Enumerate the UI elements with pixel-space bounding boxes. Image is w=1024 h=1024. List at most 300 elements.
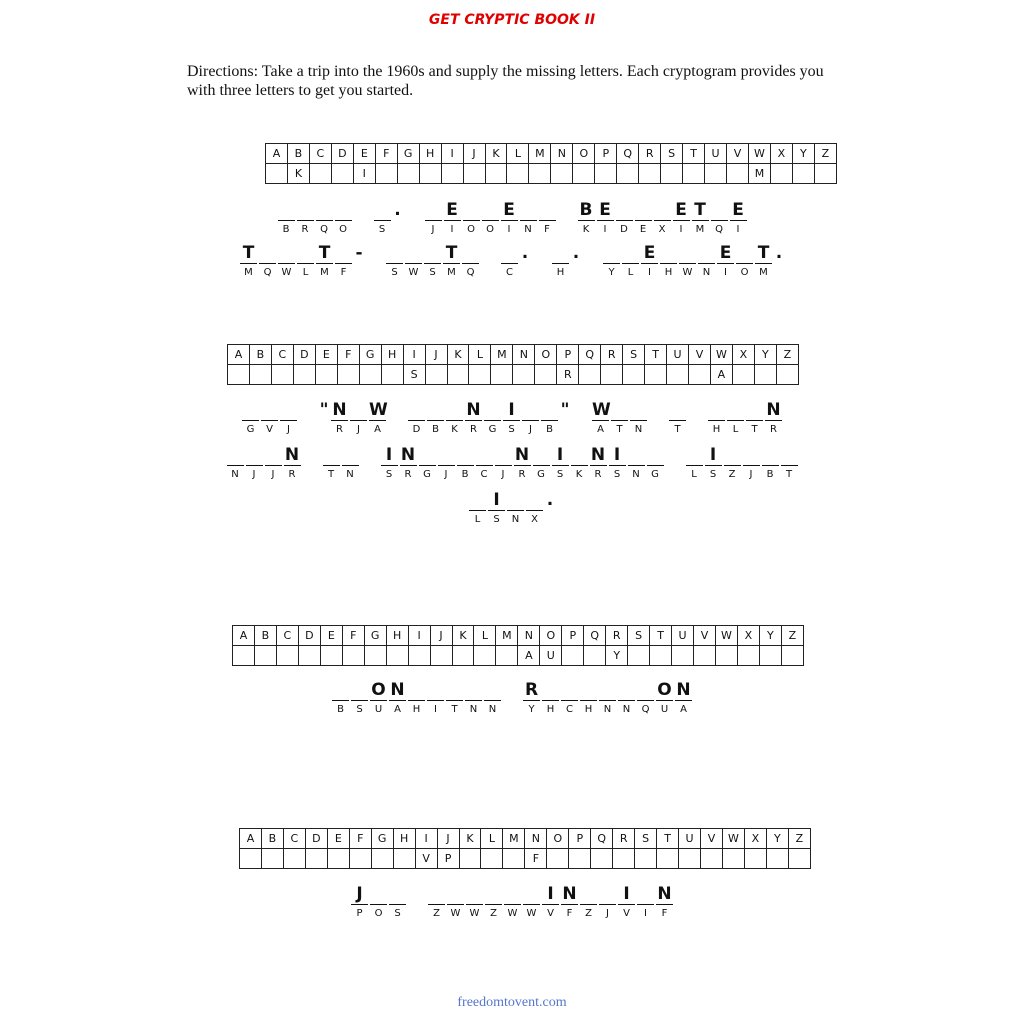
answer-blank[interactable] (552, 243, 569, 264)
letter-cell[interactable] (761, 445, 780, 480)
answer-blank[interactable] (265, 445, 282, 466)
answer-blank[interactable]: J (351, 884, 368, 905)
key-slot[interactable] (491, 365, 513, 385)
answer-blank[interactable] (242, 400, 259, 421)
letter-cell[interactable] (334, 243, 353, 278)
letter-cell[interactable] (525, 490, 544, 525)
letter-cell[interactable] (487, 490, 506, 525)
letter-cell[interactable] (589, 445, 608, 480)
key-slot[interactable] (452, 646, 474, 666)
answer-blank[interactable] (482, 200, 499, 221)
answer-blank[interactable] (370, 884, 387, 905)
letter-cell[interactable] (615, 200, 634, 235)
letter-cell[interactable] (521, 400, 540, 435)
letter-cell[interactable] (464, 400, 483, 435)
answer-blank[interactable]: N (390, 680, 405, 700)
answer-blank[interactable] (297, 243, 314, 264)
letter-cell[interactable] (729, 200, 748, 235)
letter-cell[interactable] (445, 680, 464, 715)
letter-cell[interactable] (483, 400, 502, 435)
letter-cell[interactable] (745, 400, 764, 435)
letter-cell[interactable] (388, 680, 407, 715)
answer-blank[interactable] (462, 243, 479, 264)
letter-cell[interactable] (330, 400, 349, 435)
letter-cell[interactable] (241, 400, 260, 435)
letter-cell[interactable] (334, 200, 353, 235)
key-slot[interactable] (701, 849, 723, 869)
letter-cell[interactable] (540, 400, 559, 435)
answer-blank[interactable] (533, 445, 550, 466)
key-slot[interactable] (683, 164, 705, 184)
answer-blank[interactable]: I (609, 445, 626, 466)
answer-blank[interactable] (501, 243, 518, 264)
letter-cell[interactable] (640, 243, 659, 278)
letter-cell[interactable] (445, 400, 464, 435)
letter-cell[interactable] (258, 243, 277, 278)
key-slot[interactable] (463, 164, 485, 184)
answer-blank[interactable]: T (692, 200, 709, 221)
letter-cell[interactable] (596, 200, 615, 235)
answer-blank[interactable] (539, 200, 556, 221)
answer-blank[interactable] (635, 200, 652, 221)
letter-cell[interactable] (407, 400, 426, 435)
letter-cell[interactable] (602, 243, 621, 278)
letter-cell[interactable] (380, 445, 399, 480)
key-slot[interactable] (469, 365, 491, 385)
key-slot[interactable] (573, 164, 595, 184)
key-slot[interactable] (595, 164, 617, 184)
letter-cell[interactable] (636, 680, 655, 715)
answer-blank[interactable]: E (717, 243, 734, 264)
letter-cell[interactable] (668, 400, 687, 435)
letter-cell[interactable] (726, 400, 745, 435)
answer-blank[interactable]: I (542, 884, 559, 905)
letter-cell[interactable] (522, 680, 541, 715)
key-slot[interactable] (667, 365, 689, 385)
answer-blank[interactable] (405, 243, 422, 264)
answer-blank[interactable] (424, 243, 441, 264)
answer-blank[interactable]: N (284, 445, 300, 465)
answer-blank[interactable]: E (597, 200, 614, 221)
key-slot[interactable] (342, 646, 364, 666)
letter-cell[interactable] (350, 884, 369, 919)
answer-blank[interactable] (484, 400, 501, 421)
answer-blank[interactable] (259, 243, 276, 264)
answer-blank[interactable]: N (676, 680, 691, 700)
key-slot[interactable]: M (748, 164, 770, 184)
letter-cell[interactable] (443, 200, 462, 235)
letter-cell[interactable] (426, 400, 445, 435)
answer-blank[interactable] (335, 243, 352, 264)
key-slot[interactable] (249, 365, 271, 385)
answer-blank[interactable] (463, 200, 480, 221)
letter-cell[interactable] (424, 200, 443, 235)
answer-blank[interactable]: N (332, 400, 347, 420)
key-slot[interactable] (441, 164, 463, 184)
key-slot[interactable] (397, 164, 419, 184)
answer-blank[interactable]: I (618, 884, 635, 905)
letter-cell[interactable] (522, 884, 541, 919)
key-slot[interactable] (293, 365, 315, 385)
answer-blank[interactable] (485, 884, 502, 905)
answer-blank[interactable]: T (755, 243, 772, 264)
letter-cell[interactable] (475, 445, 494, 480)
key-slot[interactable] (386, 646, 408, 666)
key-slot[interactable] (496, 646, 518, 666)
key-slot[interactable] (381, 365, 403, 385)
answer-blank[interactable] (561, 680, 578, 701)
letter-cell[interactable] (500, 243, 519, 278)
answer-blank[interactable] (523, 884, 540, 905)
letter-cell[interactable] (629, 400, 648, 435)
answer-blank[interactable]: O (657, 680, 672, 700)
letter-cell[interactable] (426, 680, 445, 715)
answer-blank[interactable] (686, 445, 703, 466)
answer-blank[interactable] (389, 884, 406, 905)
answer-blank[interactable]: I (705, 445, 722, 466)
key-slot[interactable]: U (540, 646, 562, 666)
key-slot[interactable]: Y (606, 646, 628, 666)
key-slot[interactable]: I (353, 164, 375, 184)
answer-blank[interactable]: E (730, 200, 747, 221)
letter-cell[interactable] (598, 680, 617, 715)
letter-cell[interactable] (279, 400, 298, 435)
answer-blank[interactable] (727, 400, 744, 421)
answer-blank[interactable]: N (400, 445, 416, 465)
letter-cell[interactable] (697, 243, 716, 278)
answer-blank[interactable] (507, 490, 524, 511)
key-slot[interactable] (579, 365, 601, 385)
letter-cell[interactable] (780, 445, 799, 480)
answer-blank[interactable]: N (657, 884, 672, 904)
letter-cell[interactable] (239, 243, 258, 278)
key-slot[interactable] (481, 849, 503, 869)
letter-cell[interactable] (577, 200, 596, 235)
key-slot[interactable] (276, 646, 298, 666)
key-slot[interactable]: A (518, 646, 540, 666)
letter-cell[interactable] (598, 884, 617, 919)
answer-blank[interactable]: T (316, 243, 333, 264)
letter-cell[interactable] (277, 243, 296, 278)
answer-blank[interactable] (654, 200, 671, 221)
answer-blank[interactable] (616, 200, 633, 221)
key-slot[interactable] (617, 164, 639, 184)
letter-cell[interactable] (500, 200, 519, 235)
letter-cell[interactable] (418, 445, 437, 480)
answer-blank[interactable] (599, 680, 616, 701)
key-slot[interactable] (447, 365, 469, 385)
answer-blank[interactable] (522, 400, 539, 421)
answer-blank[interactable] (484, 680, 501, 701)
letter-cell[interactable] (674, 680, 693, 715)
letter-cell[interactable] (672, 200, 691, 235)
key-slot[interactable] (569, 849, 591, 869)
key-slot[interactable] (705, 164, 727, 184)
answer-blank[interactable]: W (369, 400, 388, 420)
answer-blank[interactable] (698, 243, 715, 264)
key-slot[interactable] (309, 164, 331, 184)
letter-cell[interactable] (541, 884, 560, 919)
letter-cell[interactable] (350, 680, 369, 715)
key-slot[interactable] (359, 365, 381, 385)
letter-cell[interactable] (646, 445, 665, 480)
answer-blank[interactable] (603, 243, 620, 264)
key-slot[interactable] (781, 646, 803, 666)
letter-cell[interactable] (484, 884, 503, 919)
answer-blank[interactable] (261, 400, 278, 421)
key-slot[interactable] (645, 365, 667, 385)
key-slot[interactable] (485, 164, 507, 184)
letter-cell[interactable] (707, 400, 726, 435)
key-slot[interactable] (364, 646, 386, 666)
answer-blank[interactable]: I (488, 490, 505, 511)
letter-cell[interactable] (368, 400, 387, 435)
answer-blank[interactable] (408, 680, 425, 701)
answer-blank[interactable]: I (503, 400, 520, 421)
key-slot[interactable] (320, 646, 342, 666)
letter-cell[interactable] (277, 200, 296, 235)
answer-blank[interactable]: B (578, 200, 595, 221)
letter-cell[interactable] (446, 884, 465, 919)
answer-blank[interactable] (708, 400, 725, 421)
key-slot[interactable] (792, 164, 814, 184)
key-slot[interactable] (529, 164, 551, 184)
footer-link[interactable]: freedomtovent.com (457, 995, 567, 1010)
letter-cell[interactable] (560, 884, 579, 919)
answer-blank[interactable] (580, 884, 597, 905)
letter-cell[interactable] (315, 200, 334, 235)
letter-cell[interactable] (506, 490, 525, 525)
answer-blank[interactable] (351, 680, 368, 701)
letter-cell[interactable] (621, 243, 640, 278)
key-slot[interactable] (601, 365, 623, 385)
answer-blank[interactable] (428, 884, 445, 905)
key-slot[interactable]: P (437, 849, 459, 869)
letter-cell[interactable] (331, 680, 350, 715)
letter-cell[interactable] (570, 445, 589, 480)
letter-cell[interactable] (283, 445, 302, 480)
answer-blank[interactable] (679, 243, 696, 264)
letter-cell[interactable] (591, 400, 610, 435)
answer-blank[interactable] (466, 884, 483, 905)
key-slot[interactable] (679, 849, 701, 869)
answer-blank[interactable] (630, 400, 647, 421)
letter-cell[interactable] (655, 680, 674, 715)
letter-cell[interactable] (427, 884, 446, 919)
letter-cell[interactable] (503, 884, 522, 919)
answer-blank[interactable] (580, 680, 597, 701)
answer-blank[interactable] (457, 445, 474, 466)
letter-cell[interactable] (538, 200, 557, 235)
key-slot[interactable] (507, 164, 529, 184)
letter-cell[interactable] (461, 243, 480, 278)
answer-blank[interactable] (246, 445, 263, 466)
letter-cell[interactable] (723, 445, 742, 480)
answer-blank[interactable] (476, 445, 493, 466)
answer-blank[interactable] (297, 200, 314, 221)
answer-blank[interactable] (762, 445, 779, 466)
key-slot[interactable] (393, 849, 415, 869)
letter-cell[interactable] (617, 680, 636, 715)
key-slot[interactable] (375, 164, 397, 184)
answer-blank[interactable] (504, 884, 521, 905)
answer-blank[interactable] (495, 445, 512, 466)
key-slot[interactable] (305, 849, 327, 869)
answer-blank[interactable] (427, 680, 444, 701)
key-slot[interactable] (254, 646, 276, 666)
key-slot[interactable] (727, 164, 749, 184)
letter-cell[interactable] (579, 680, 598, 715)
key-slot[interactable] (331, 164, 353, 184)
answer-blank[interactable]: E (673, 200, 690, 221)
letter-cell[interactable] (716, 243, 735, 278)
answer-blank[interactable] (660, 243, 677, 264)
key-slot[interactable] (315, 365, 337, 385)
answer-blank[interactable] (618, 680, 635, 701)
letter-cell[interactable] (742, 445, 761, 480)
key-slot[interactable] (349, 849, 371, 869)
letter-cell[interactable] (341, 445, 360, 480)
letter-cell[interactable] (481, 200, 500, 235)
letter-cell[interactable] (464, 680, 483, 715)
key-slot[interactable] (776, 365, 798, 385)
answer-blank[interactable] (280, 400, 297, 421)
answer-blank[interactable] (724, 445, 741, 466)
key-slot[interactable] (650, 646, 672, 666)
letter-cell[interactable] (551, 445, 570, 480)
letter-cell[interactable] (437, 445, 456, 480)
answer-blank[interactable] (628, 445, 645, 466)
answer-blank[interactable] (419, 445, 436, 466)
answer-blank[interactable]: N (562, 884, 577, 904)
key-slot[interactable] (430, 646, 452, 666)
answer-blank[interactable] (736, 243, 753, 264)
answer-blank[interactable] (711, 200, 728, 221)
key-slot[interactable] (639, 164, 661, 184)
answer-blank[interactable] (316, 200, 333, 221)
letter-cell[interactable] (322, 445, 341, 480)
letter-cell[interactable] (519, 200, 538, 235)
key-slot[interactable] (266, 164, 288, 184)
key-slot[interactable] (283, 849, 305, 869)
letter-cell[interactable] (349, 400, 368, 435)
letter-cell[interactable] (296, 200, 315, 235)
key-slot[interactable] (240, 849, 262, 869)
key-slot[interactable] (722, 849, 744, 869)
letter-cell[interactable] (465, 884, 484, 919)
key-slot[interactable] (584, 646, 606, 666)
key-slot[interactable]: K (287, 164, 309, 184)
key-slot[interactable] (513, 365, 535, 385)
key-slot[interactable] (715, 646, 737, 666)
answer-blank[interactable]: N (466, 400, 481, 420)
key-slot[interactable] (298, 646, 320, 666)
letter-cell[interactable] (502, 400, 521, 435)
key-slot[interactable] (535, 365, 557, 385)
answer-blank[interactable]: W (592, 400, 611, 420)
answer-blank[interactable] (746, 400, 763, 421)
answer-blank[interactable] (323, 445, 340, 466)
letter-cell[interactable] (468, 490, 487, 525)
key-slot[interactable] (788, 849, 810, 869)
key-slot[interactable] (689, 365, 711, 385)
answer-blank[interactable] (781, 445, 798, 466)
answer-blank[interactable] (622, 243, 639, 264)
key-slot[interactable]: V (415, 849, 437, 869)
answer-blank[interactable] (408, 400, 425, 421)
answer-blank[interactable] (446, 400, 463, 421)
answer-blank[interactable] (599, 884, 616, 905)
answer-blank[interactable]: N (590, 445, 606, 465)
answer-blank[interactable] (332, 680, 349, 701)
letter-cell[interactable] (388, 884, 407, 919)
answer-blank[interactable]: E (444, 200, 461, 221)
answer-blank[interactable]: T (240, 243, 257, 264)
answer-blank[interactable] (342, 445, 359, 466)
letter-cell[interactable] (260, 400, 279, 435)
letter-cell[interactable] (685, 445, 704, 480)
answer-blank[interactable] (469, 490, 486, 511)
letter-cell[interactable] (691, 200, 710, 235)
key-slot[interactable] (425, 365, 447, 385)
answer-blank[interactable] (374, 200, 391, 221)
letter-cell[interactable] (610, 400, 629, 435)
key-slot[interactable] (459, 849, 481, 869)
key-slot[interactable] (737, 646, 759, 666)
key-slot[interactable] (562, 646, 584, 666)
answer-blank[interactable]: T (443, 243, 460, 264)
key-slot[interactable] (327, 849, 349, 869)
letter-cell[interactable] (423, 243, 442, 278)
answer-blank[interactable]: O (371, 680, 386, 700)
key-slot[interactable] (766, 849, 788, 869)
letter-cell[interactable] (617, 884, 636, 919)
letter-cell[interactable] (735, 243, 754, 278)
letter-cell[interactable] (245, 445, 264, 480)
answer-blank[interactable]: I (552, 445, 569, 466)
answer-blank[interactable]: R (524, 680, 539, 700)
key-slot[interactable] (233, 646, 255, 666)
answer-blank[interactable] (542, 680, 559, 701)
letter-cell[interactable] (653, 200, 672, 235)
answer-blank[interactable] (438, 445, 455, 466)
key-slot[interactable] (228, 365, 250, 385)
letter-cell[interactable] (513, 445, 532, 480)
letter-cell[interactable] (407, 680, 426, 715)
key-slot[interactable] (672, 646, 694, 666)
key-slot[interactable] (661, 164, 683, 184)
letter-cell[interactable] (704, 445, 723, 480)
key-slot[interactable] (474, 646, 496, 666)
key-slot[interactable] (732, 365, 754, 385)
letter-cell[interactable] (385, 243, 404, 278)
key-slot[interactable] (754, 365, 776, 385)
letter-cell[interactable] (541, 680, 560, 715)
letter-cell[interactable] (373, 200, 392, 235)
letter-cell[interactable] (264, 445, 283, 480)
key-slot[interactable]: A (710, 365, 732, 385)
letter-cell[interactable] (560, 680, 579, 715)
answer-blank[interactable]: E (641, 243, 658, 264)
answer-blank[interactable] (350, 400, 367, 421)
key-slot[interactable]: R (557, 365, 579, 385)
answer-blank[interactable] (227, 445, 244, 466)
answer-blank[interactable] (335, 200, 352, 221)
key-slot[interactable] (635, 849, 657, 869)
key-slot[interactable] (613, 849, 635, 869)
letter-cell[interactable] (226, 445, 245, 480)
answer-blank[interactable]: N (766, 400, 781, 420)
